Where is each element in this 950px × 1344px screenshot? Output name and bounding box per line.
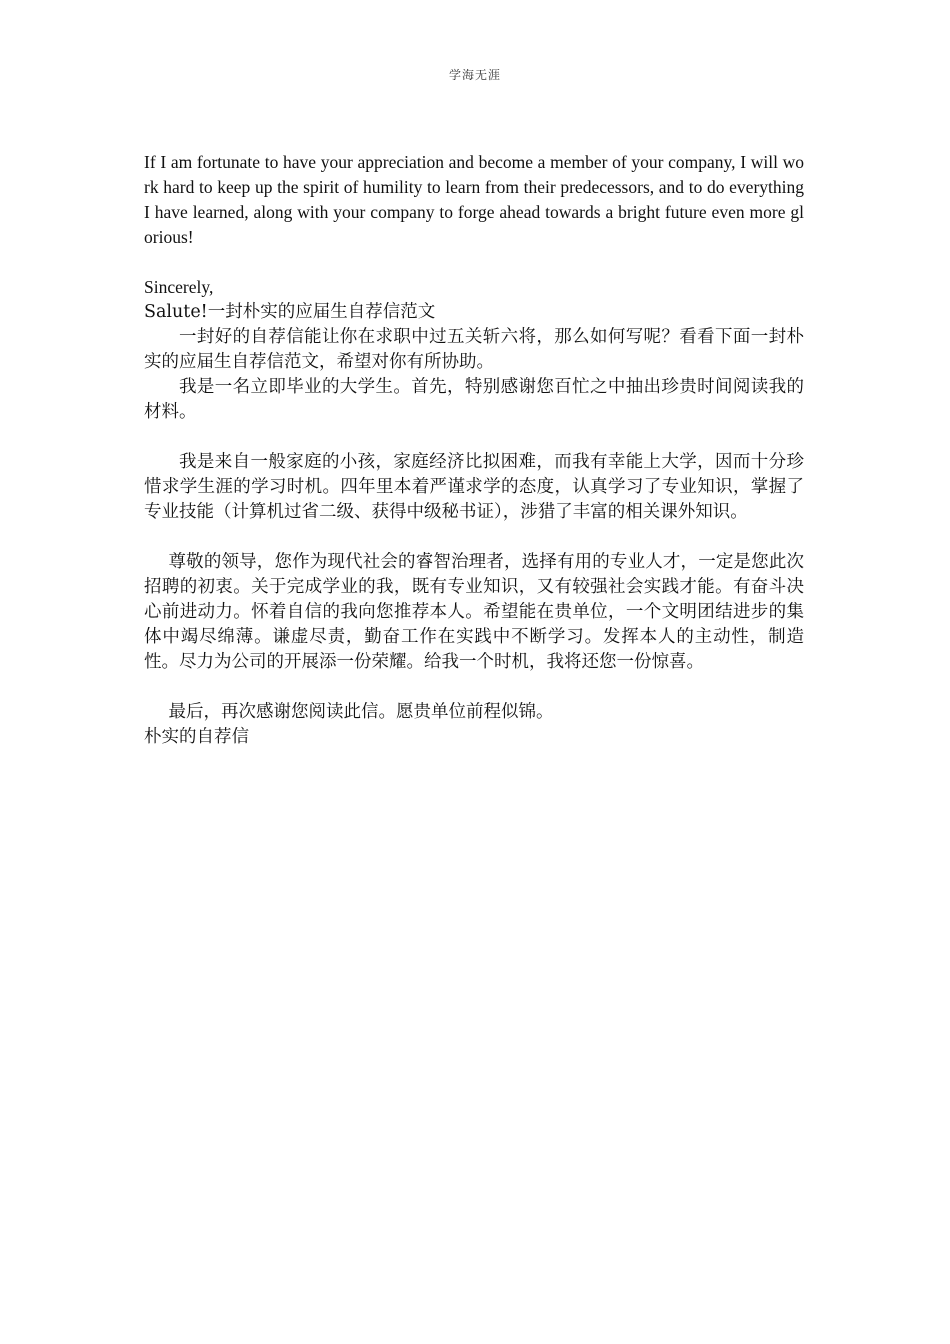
- english-paragraph: If I am fortunate to have your appreciation and become a member of your company, I will work hard to keep up the spirit of humility to learn from their predecessors, and to do everything I have learned, along with your company to forge ahead towards a bright future even more glorious!: [144, 152, 804, 247]
- body-paragraph-3: 尊敬的领导，您作为现代社会的睿智治理者，选择有用的专业人才，一定是您此次招聘的初衷。关于完成学业的我，既有专业知识，又有较强社会实践才能。有奋斗决心前进动力。怀着自信的我向您推荐本人。希望能在贵单位，一个文明团结进步的集体中竭尽绵薄。谦虚尽责，勤奋工作在实践中不断学习。发挥本人的主动性，制造性。尽力为公司的开展添一份荣耀。给我一个时机，我将还您一份惊喜。: [144, 552, 804, 672]
- spacer: [144, 250, 804, 275]
- body-paragraph-4: 最后，再次感谢您阅读此信。愿贵单位前程似锦。: [168, 702, 554, 722]
- spacer: [144, 675, 804, 700]
- spacer: [144, 425, 804, 450]
- body-paragraph-1: 我是一名立即毕业的大学生。首先，特别感谢您百忙之中抽出珍贵时间阅读我的材料。: [144, 377, 804, 422]
- footer-title: 朴实的自荐信: [144, 727, 249, 747]
- salute-title-line: Salute!一封朴实的应届生自荐信范文: [144, 302, 436, 322]
- spacer: [144, 525, 804, 550]
- body-paragraph-2: 我是来自一般家庭的小孩，家庭经济比拟困难，而我有幸能上大学，因而十分珍惜求学生涯的学习时机。四年里本着严谨求学的态度，认真学习了专业知识，掌握了专业技能（计算机过省二级、获得中级秘书证），涉猎了丰富的相关课外知识。: [144, 452, 804, 522]
- intro-paragraph: 一封好的自荐信能让你在求职中过五关斩六将，那么如何写呢？看看下面一封朴实的应届生自荐信范文，希望对你有所协助。: [144, 327, 804, 372]
- closing-line: Sincerely,: [144, 277, 214, 297]
- letter-body: [144, 150, 804, 750]
- page-header: 学海无涯: [448, 68, 501, 82]
